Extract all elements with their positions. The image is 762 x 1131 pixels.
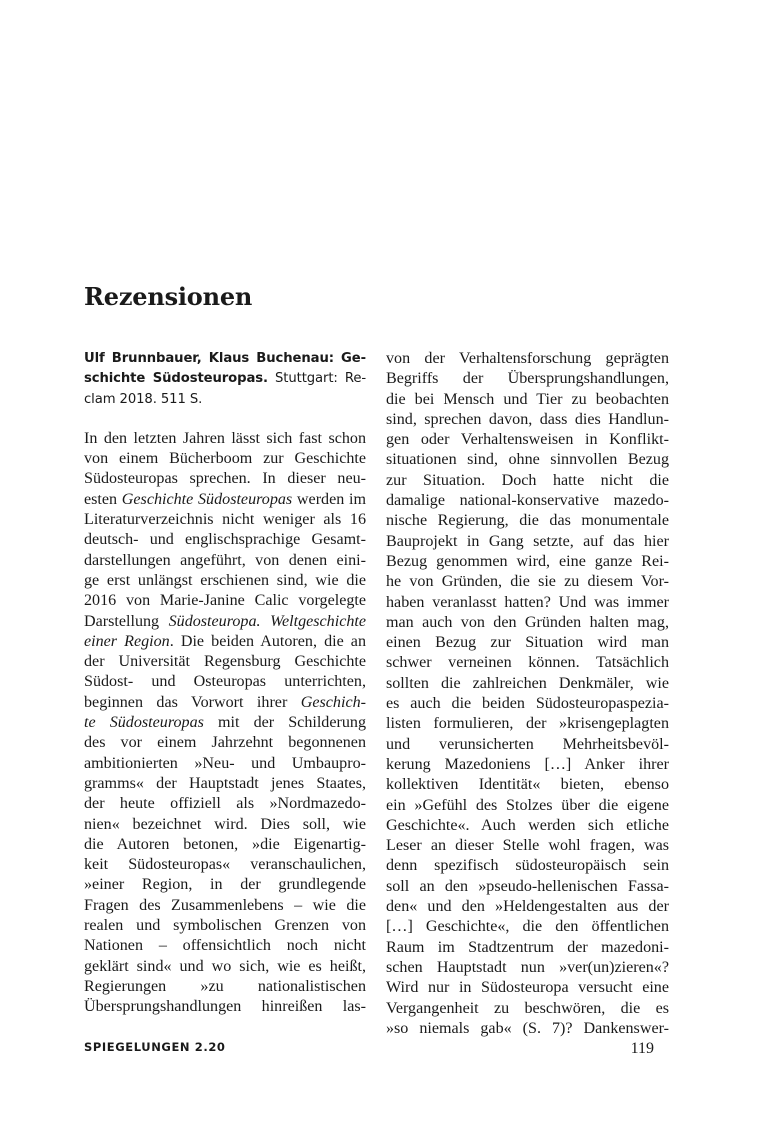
text-line: Literaturverzeichnis nicht weniger als 16 [84, 511, 366, 529]
text-line [84, 693, 366, 713]
book-title: te Südosteuropas [84, 714, 204, 732]
text-run: beginnen das Vorwort ihrer [84, 693, 301, 711]
text-line: schen Hauptstadt nun »ver(un)zieren«? [386, 958, 669, 976]
text-line: denn spezifisch südosteuropäisch sein [386, 857, 669, 875]
text-line: die bei Mensch und Tier zu beobachten [386, 390, 669, 408]
text-line: Bauprojekt in Gang setzte, auf das hier [386, 532, 669, 550]
text-line: einen Bezug zur Situation wird man [386, 634, 669, 652]
journal-footer: SPIEGELUNGEN 2.20 [84, 1040, 226, 1054]
text-run: . Die beiden Autoren, die an [169, 632, 366, 650]
text-run: werden im [292, 490, 366, 508]
text-line: der Universität Regensburg Geschichte [84, 653, 366, 671]
text-line: nien« bezeichnet wird. Dies soll, wie [84, 815, 366, 833]
text-line: nische Regierung, die das monumentale [386, 512, 669, 530]
text-line: von der Verhaltensforschung geprägten [386, 350, 669, 367]
citation-line [84, 369, 366, 389]
text-line: Bezug genommen wird, eine ganze Rei- [386, 552, 669, 570]
text-run: mit der Schilderung [203, 714, 366, 732]
text-line: es auch die beiden Südosteuropaspezia- [386, 695, 669, 713]
book-title: Südosteuropa. Weltgeschichte [168, 612, 366, 630]
text-line: […] Geschichte«, die den öffentlichen [386, 918, 669, 936]
text-line: den« und den »Heldengestalten aus der [386, 898, 669, 916]
text-line: man auch von den Gründen halten mag, [386, 613, 669, 631]
left-column [84, 349, 366, 1018]
page-number: 119 [630, 1040, 654, 1057]
text-line: Fragen des Zusammenlebens – wie die [84, 896, 366, 914]
text-run: Darstellung [84, 612, 169, 630]
text-line: Leser an dieser Stelle wohl fragen, was [386, 837, 669, 855]
citation-publisher: Stuttgart: Re- [267, 371, 366, 387]
text-line: sollten die zahlreichen Denkmäler, wie [386, 674, 669, 692]
text-line: der heute offiziell als »Nordmazedo- [84, 795, 366, 813]
text-line: des vor einem Jahrzehnt begonnenen [84, 734, 366, 752]
text-line: kollektiven Identität« bieten, ebenso [386, 776, 669, 794]
text-line: und verunsicherten Mehrheitsbevöl- [386, 735, 669, 753]
text-line: darstellungen angeführt, von denen eini- [84, 551, 366, 569]
text-line: die Autoren betonen, »die Eigenartig- [84, 835, 366, 853]
text-line: Begriffs der Übersprungshandlungen, [386, 370, 669, 388]
text-line: Südost- und Osteuropas unterrichten, [84, 673, 366, 691]
text-line: keit Südosteuropas« veranschaulichen, [84, 856, 366, 874]
text-line: gramms« der Hauptstadt jenes Staates, [84, 774, 366, 792]
text-line: schwer verneinen können. Tatsächlich [386, 654, 669, 672]
book-title: einer Region [84, 632, 170, 650]
citation-authors-title: Ulf Brunnbauer, Klaus Buchenau: Ge- [84, 351, 366, 366]
text-line: deutsch- und englischsprachige Gesamt- [84, 531, 366, 549]
text-line: »einer Region, in der grundlegende [84, 876, 366, 894]
text-line: listen formulieren, der »krisengeplagten [386, 715, 669, 733]
text-line: sind, sprechen davon, dass dies Handlun- [386, 410, 669, 428]
text-line: he von Gründen, die sie zu diesem Vor- [386, 573, 669, 591]
text-line: Vergangenheit zu beschwören, die es [386, 999, 669, 1017]
text-line: haben veranlasst hatten? Und was immer [386, 593, 669, 611]
text-line: Regierungen »zu nationalistischen [84, 977, 366, 995]
text-line: ge erst unlängst erschienen sind, wie die [84, 571, 366, 589]
text-line: Südosteuropas sprechen. In dieser neu- [84, 470, 366, 488]
text-line: kerung Mazedoniens […] Anker ihrer [386, 755, 669, 773]
book-title: Geschichte Südosteuropas [121, 490, 293, 508]
text-line: damalige national-konservative mazedo- [386, 492, 669, 510]
section-title: Rezensionen [84, 282, 253, 311]
citation-title: schichte Südosteuropas. [84, 371, 268, 387]
text-line: soll an den »pseudo-hellenischen Fassa- [386, 877, 669, 895]
text-line: situationen sind, ohne sinnvollen Bezug [386, 451, 669, 469]
text-line: von einem Bücherboom zur Geschichte [84, 450, 366, 468]
text-line: realen und symbolischen Grenzen von [84, 917, 366, 935]
text-line: »so niemals gab« (S. 7)? Dankenswer- [386, 1019, 669, 1037]
text-line: ambitionierten »Neu- und Umbaupro- [84, 754, 366, 772]
book-title: Geschich- [300, 693, 366, 711]
text-line: Raum im Stadtzentrum der mazedoni- [386, 938, 669, 956]
text-line [84, 632, 366, 652]
text-line [84, 612, 366, 632]
citation-line [84, 349, 366, 369]
text-line [84, 713, 366, 733]
text-line: Geschichte«. Auch werden sich etliche [386, 816, 669, 834]
text-line: geklärt sind« und wo sich, wie es heißt, [84, 957, 366, 975]
text-line: Übersprungshandlungen hinreißen las- [84, 998, 366, 1016]
text-line: Wird nur in Südosteuropa versucht eine [386, 979, 669, 997]
text-line: ein »Gefühl des Stolzes über die eigene [386, 796, 669, 814]
right-column [386, 349, 669, 1039]
text-line: zur Situation. Doch hatte nicht die [386, 471, 669, 489]
text-run: esten [84, 490, 122, 508]
text-line: In den letzten Jahren lässt sich fast schon [84, 429, 366, 447]
text-line [84, 490, 366, 510]
text-line: Nationen – offensichtlich noch nicht [84, 937, 366, 955]
citation-line: clam 2018. 511 S. [84, 391, 203, 407]
text-line: gen oder Verhaltensweisen in Konflikt- [386, 431, 669, 449]
text-line: 2016 von Marie-Janine Calic vorgelegte [84, 592, 366, 610]
